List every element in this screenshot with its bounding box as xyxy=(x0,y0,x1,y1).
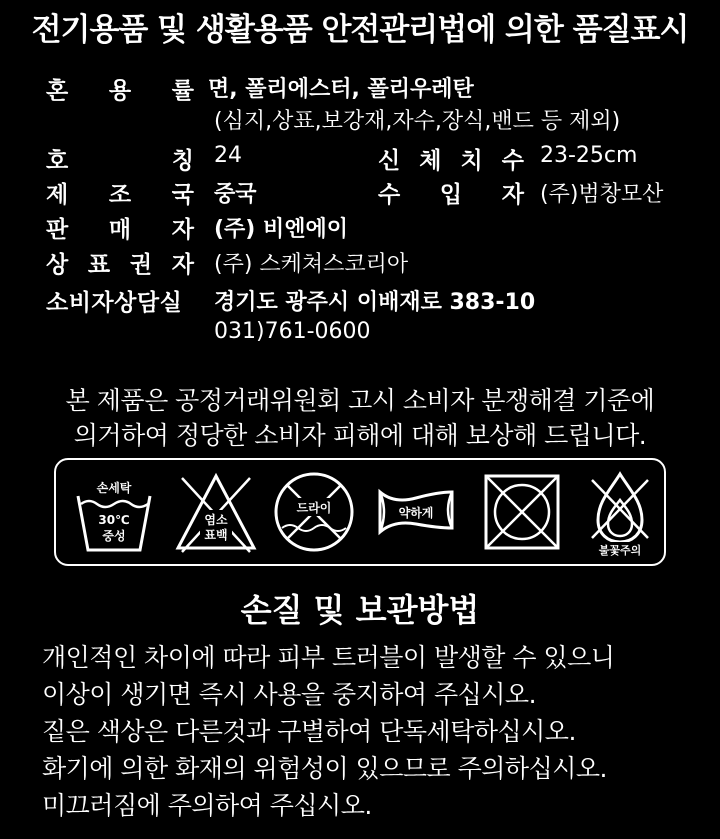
consult-phone: 031)761-0600 xyxy=(214,319,371,344)
no-bleach-icon xyxy=(174,470,258,554)
composition-value: 면, 폴리에스터, 폴리우레탄 xyxy=(208,77,474,102)
care-line-3: 짙은 색상은 다른것과 구별하여 단독세탁하십시오. xyxy=(42,717,576,746)
label-char: 표 xyxy=(87,252,111,278)
trademark-label xyxy=(46,246,194,279)
label-char: 자 xyxy=(501,182,524,208)
no-fire-text: 불꽃주의 xyxy=(598,544,642,557)
care-line-4: 화기에 의한 화재의 위험성이 있으므로 주의하십시오. xyxy=(42,754,607,783)
no-fire-icon xyxy=(578,470,662,557)
care-section-title: 손질 및 보관방법 xyxy=(240,591,480,629)
label-char: 치 xyxy=(460,148,483,174)
gentle-wring-icon xyxy=(374,470,458,554)
country-value: 중국 xyxy=(214,182,257,207)
label-char: 용 xyxy=(108,78,132,104)
notice-line-1: 본 제품은 공정거래위원회 고시 소비자 분쟁해결 기준에 xyxy=(65,386,655,415)
consult-label: 소비자상담실 xyxy=(46,290,183,316)
size-value: 23-25cm xyxy=(540,143,638,168)
hand-wash-temp: 30℃ xyxy=(98,513,130,527)
label-char: 조 xyxy=(108,182,132,208)
seller-value: (주) 비엔에이 xyxy=(214,217,349,242)
name-label xyxy=(46,142,194,175)
label-char: 입 xyxy=(439,182,463,208)
label-char: 수 xyxy=(378,182,401,208)
no-bleach-text-bottom: 표백 xyxy=(204,528,228,542)
composition-label xyxy=(46,72,194,105)
importer-label xyxy=(378,176,524,209)
trademark-value: (주) 스케쳐스코리아 xyxy=(214,252,409,277)
label-char: 권 xyxy=(129,252,153,278)
country-label xyxy=(46,176,194,209)
no-dryclean-icon xyxy=(272,470,356,554)
hand-wash-icon xyxy=(72,470,156,554)
size-label xyxy=(378,142,524,175)
composition-note: (심지,상표,보강재,자수,장식,밴드 등 제외) xyxy=(214,109,621,134)
gentle-wring-text: 약하게 xyxy=(398,506,434,520)
label-char: 제 xyxy=(46,182,69,208)
importer-value: (주)범창모산 xyxy=(540,182,664,207)
label-char: 칭 xyxy=(171,148,194,174)
notice-line-2: 의거하여 정당한 소비자 피해에 대해 보상해 드립니다. xyxy=(73,421,647,450)
consult-address: 경기도 광주시 이배재로 383-10 xyxy=(214,290,536,315)
label-char: 체 xyxy=(419,148,442,174)
label-char: 매 xyxy=(108,217,132,243)
label-char: 수 xyxy=(501,148,524,174)
seller-label xyxy=(46,211,194,244)
care-line-2: 이상이 생기면 즉시 사용을 중지하여 주십시오. xyxy=(42,680,537,709)
label-char: 신 xyxy=(378,148,401,174)
label-char: 상 xyxy=(46,252,69,278)
no-bleach-text-top: 염소 xyxy=(204,513,228,527)
label-char: 국 xyxy=(171,182,194,208)
label-char: 판 xyxy=(46,217,69,243)
care-symbols-box xyxy=(54,458,666,566)
label-char: 혼 xyxy=(46,78,69,104)
label-char: 률 xyxy=(171,78,194,104)
no-tumble-dry-icon xyxy=(480,470,564,554)
label-title: 전기용품 및 생활용품 안전관리법에 의한 품질표시 xyxy=(31,12,689,48)
label-char: 자 xyxy=(171,217,194,243)
hand-wash-text-bottom: 중성 xyxy=(102,529,126,543)
hand-wash-text-top: 손세탁 xyxy=(96,481,132,495)
label-char: 자 xyxy=(171,252,194,278)
name-value: 24 xyxy=(214,143,242,168)
label-char: 호 xyxy=(46,148,69,174)
care-line-5: 미끄러짐에 주의하여 주십시오. xyxy=(42,791,372,820)
care-line-1: 개인적인 차이에 따라 피부 트러블이 발생할 수 있으니 xyxy=(42,643,615,672)
no-dryclean-text: 드라이 xyxy=(296,501,332,515)
